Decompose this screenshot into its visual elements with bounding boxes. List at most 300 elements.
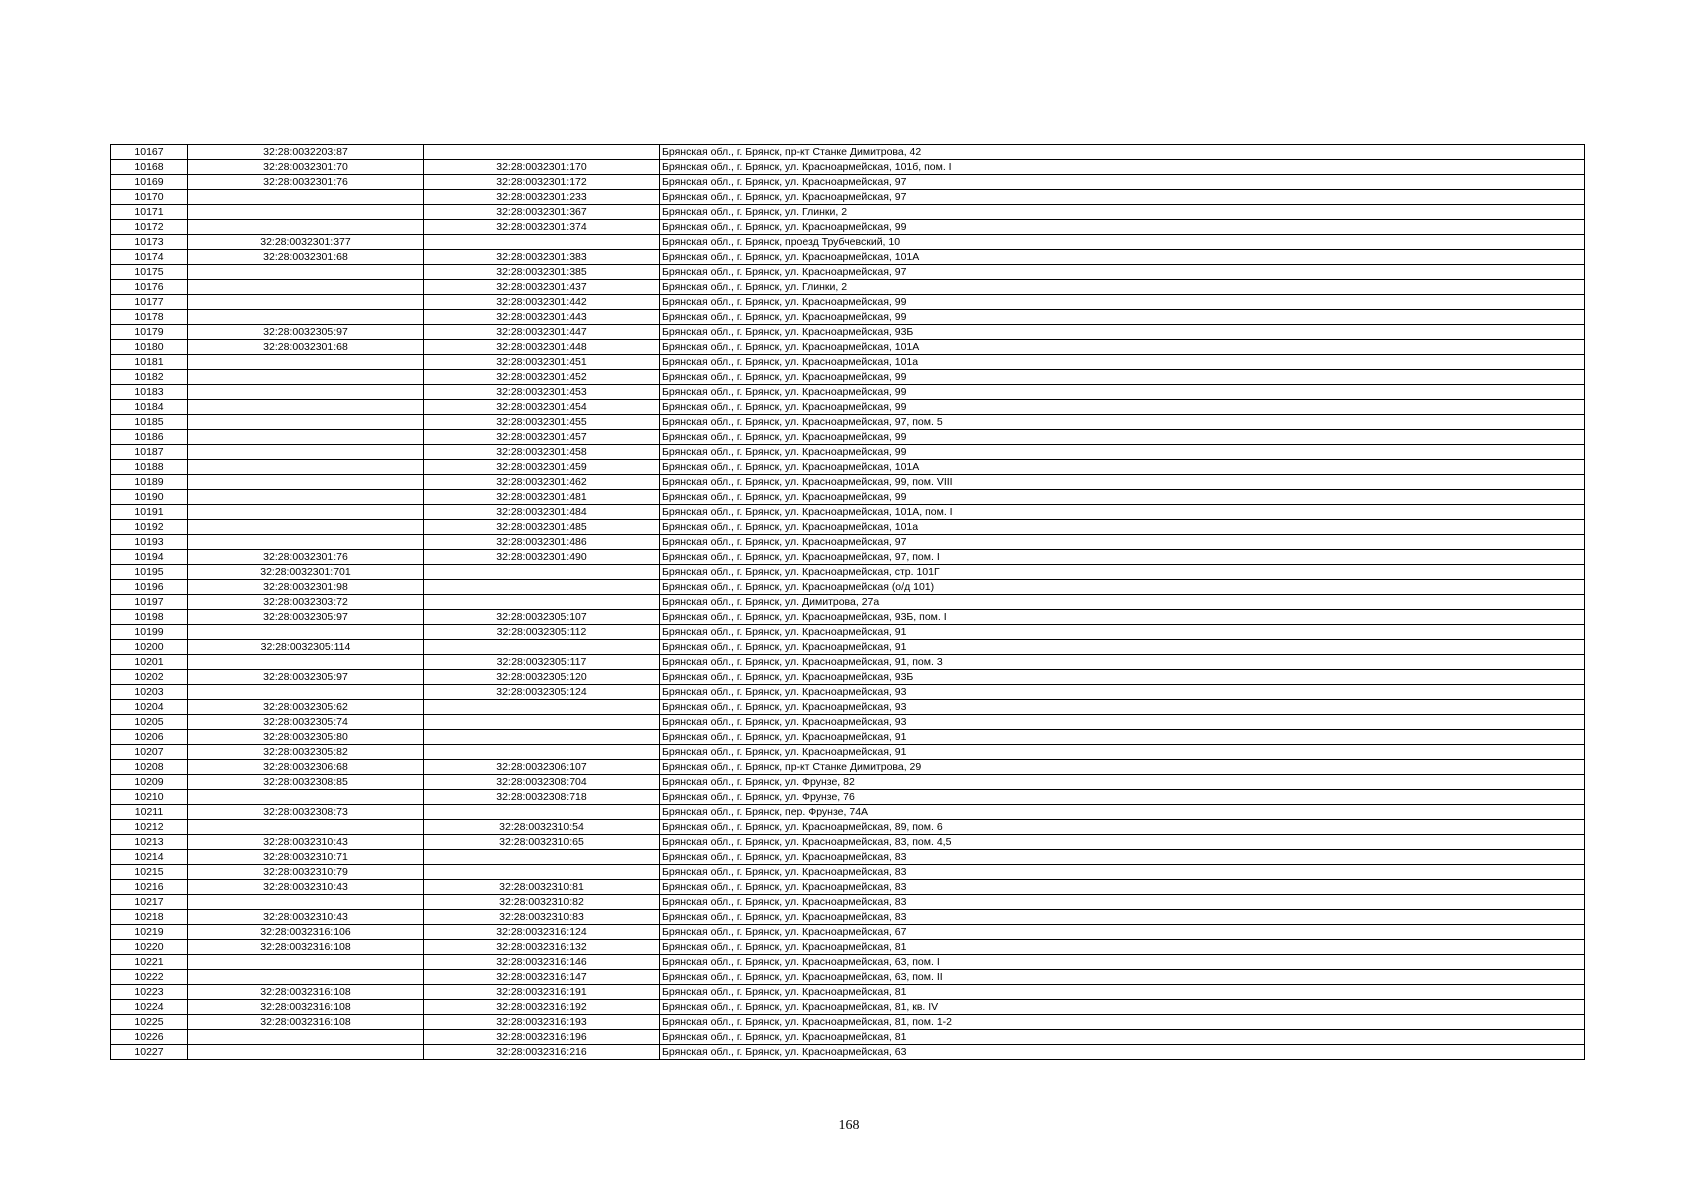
table-row	[111, 985, 1585, 1000]
object-cadastral-number-cell	[424, 640, 660, 655]
table-row	[111, 925, 1585, 940]
table-row	[111, 190, 1585, 205]
row-number-cell: 10181	[111, 355, 188, 370]
address-cell: Брянская обл., г. Брянск, ул. Красноармейская, 81	[660, 1030, 1585, 1045]
address-cell: Брянская обл., г. Брянск, ул. Красноармейская, 81	[660, 985, 1585, 1000]
cadastral-number-cell: 32:28:0032301:76	[188, 175, 424, 190]
cadastral-number-cell: 32:28:0032301:98	[188, 580, 424, 595]
cadastral-number-cell	[188, 790, 424, 805]
table-row	[111, 520, 1585, 535]
object-cadastral-number-cell: 32:28:0032316:132	[424, 940, 660, 955]
address-cell: Брянская обл., г. Брянск, ул. Димитрова, 27а	[660, 595, 1585, 610]
object-cadastral-number-cell	[424, 745, 660, 760]
address-cell: Брянская обл., г. Брянск, ул. Красноармейская, 83	[660, 880, 1585, 895]
cadastral-number-cell	[188, 280, 424, 295]
object-cadastral-number-cell: 32:28:0032316:124	[424, 925, 660, 940]
row-number-cell: 10177	[111, 295, 188, 310]
address-cell: Брянская обл., г. Брянск, ул. Красноармейская, 99	[660, 490, 1585, 505]
cadastral-number-cell: 32:28:0032203:87	[188, 145, 424, 160]
table-row	[111, 640, 1585, 655]
cadastral-number-cell: 32:28:0032303:72	[188, 595, 424, 610]
table-row	[111, 565, 1585, 580]
row-number-cell: 10225	[111, 1015, 188, 1030]
object-cadastral-number-cell: 32:28:0032301:452	[424, 370, 660, 385]
row-number-cell: 10200	[111, 640, 188, 655]
object-cadastral-number-cell: 32:28:0032310:83	[424, 910, 660, 925]
cadastral-number-cell: 32:28:0032305:80	[188, 730, 424, 745]
address-cell: Брянская обл., г. Брянск, ул. Фрунзе, 76	[660, 790, 1585, 805]
object-cadastral-number-cell: 32:28:0032301:447	[424, 325, 660, 340]
table-row	[111, 535, 1585, 550]
address-cell: Брянская обл., г. Брянск, ул. Красноармейская, 89, пом. 6	[660, 820, 1585, 835]
address-cell: Брянская обл., г. Брянск, ул. Красноармейская, 83	[660, 910, 1585, 925]
cadastral-number-cell	[188, 295, 424, 310]
table-row	[111, 610, 1585, 625]
cadastral-number-cell	[188, 370, 424, 385]
row-number-cell: 10203	[111, 685, 188, 700]
row-number-cell: 10171	[111, 205, 188, 220]
table-row	[111, 400, 1585, 415]
object-cadastral-number-cell: 32:28:0032301:172	[424, 175, 660, 190]
row-number-cell: 10191	[111, 505, 188, 520]
table-row	[111, 1030, 1585, 1045]
table-row	[111, 505, 1585, 520]
table-row	[111, 1045, 1585, 1060]
row-number-cell: 10222	[111, 970, 188, 985]
row-number-cell: 10211	[111, 805, 188, 820]
table-row	[111, 655, 1585, 670]
object-cadastral-number-cell: 32:28:0032301:170	[424, 160, 660, 175]
address-cell: Брянская обл., г. Брянск, ул. Красноармейская, 101А	[660, 460, 1585, 475]
object-cadastral-number-cell: 32:28:0032301:451	[424, 355, 660, 370]
table-row	[111, 835, 1585, 850]
object-cadastral-number-cell: 32:28:0032301:453	[424, 385, 660, 400]
object-cadastral-number-cell: 32:28:0032301:454	[424, 400, 660, 415]
address-cell: Брянская обл., г. Брянск, ул. Красноармейская, 67	[660, 925, 1585, 940]
cadastral-number-cell: 32:28:0032308:73	[188, 805, 424, 820]
cadastral-number-cell	[188, 685, 424, 700]
cadastral-number-cell: 32:28:0032305:114	[188, 640, 424, 655]
row-number-cell: 10217	[111, 895, 188, 910]
row-number-cell: 10202	[111, 670, 188, 685]
row-number-cell: 10170	[111, 190, 188, 205]
address-cell: Брянская обл., г. Брянск, ул. Красноармейская, 101а	[660, 355, 1585, 370]
cadastral-number-cell: 32:28:0032310:79	[188, 865, 424, 880]
address-cell: Брянская обл., г. Брянск, ул. Глинки, 2	[660, 280, 1585, 295]
object-cadastral-number-cell	[424, 850, 660, 865]
row-number-cell: 10224	[111, 1000, 188, 1015]
cadastral-number-cell	[188, 205, 424, 220]
object-cadastral-number-cell: 32:28:0032301:458	[424, 445, 660, 460]
address-cell: Брянская обл., г. Брянск, ул. Красноармейская, 99	[660, 400, 1585, 415]
row-number-cell: 10196	[111, 580, 188, 595]
address-cell: Брянская обл., г. Брянск, ул. Красноармейская, 99	[660, 430, 1585, 445]
address-cell: Брянская обл., г. Брянск, ул. Красноармейская, 93	[660, 700, 1585, 715]
address-cell: Брянская обл., г. Брянск, ул. Красноармейская, 99	[660, 385, 1585, 400]
cadastral-number-cell	[188, 385, 424, 400]
cadastral-number-cell	[188, 535, 424, 550]
cadastral-number-cell	[188, 415, 424, 430]
row-number-cell: 10198	[111, 610, 188, 625]
object-cadastral-number-cell: 32:28:0032305:107	[424, 610, 660, 625]
cadastral-number-cell	[188, 475, 424, 490]
address-cell: Брянская обл., г. Брянск, ул. Красноармейская, 101А	[660, 250, 1585, 265]
table-row	[111, 685, 1585, 700]
row-number-cell: 10215	[111, 865, 188, 880]
cadastral-number-cell: 32:28:0032305:82	[188, 745, 424, 760]
cadastral-number-cell	[188, 520, 424, 535]
object-cadastral-number-cell: 32:28:0032301:484	[424, 505, 660, 520]
table-row	[111, 280, 1585, 295]
cadastral-number-cell	[188, 400, 424, 415]
object-cadastral-number-cell: 32:28:0032301:459	[424, 460, 660, 475]
address-cell: Брянская обл., г. Брянск, ул. Красноармейская, 101б, пом. I	[660, 160, 1585, 175]
table-row	[111, 460, 1585, 475]
address-cell: Брянская обл., г. Брянск, ул. Красноармейская, 81, кв. IV	[660, 1000, 1585, 1015]
address-cell: Брянская обл., г. Брянск, ул. Красноармейская, 93Б	[660, 670, 1585, 685]
address-cell: Брянская обл., г. Брянск, ул. Красноармейская, 101а	[660, 520, 1585, 535]
address-cell: Брянская обл., г. Брянск, ул. Красноармейская, 91, пом. 3	[660, 655, 1585, 670]
object-cadastral-number-cell	[424, 715, 660, 730]
table-row	[111, 355, 1585, 370]
row-number-cell: 10218	[111, 910, 188, 925]
row-number-cell: 10220	[111, 940, 188, 955]
object-cadastral-number-cell: 32:28:0032301:385	[424, 265, 660, 280]
cadastral-number-cell: 32:28:0032316:106	[188, 925, 424, 940]
cadastral-number-cell: 32:28:0032316:108	[188, 1015, 424, 1030]
object-cadastral-number-cell: 32:28:0032316:147	[424, 970, 660, 985]
row-number-cell: 10168	[111, 160, 188, 175]
object-cadastral-number-cell: 32:28:0032301:374	[424, 220, 660, 235]
object-cadastral-number-cell: 32:28:0032301:383	[424, 250, 660, 265]
cadastral-number-cell	[188, 445, 424, 460]
table-row	[111, 220, 1585, 235]
table-row	[111, 940, 1585, 955]
table-row	[111, 850, 1585, 865]
cadastral-number-cell: 32:28:0032305:97	[188, 325, 424, 340]
cadastral-number-cell	[188, 265, 424, 280]
cadastral-number-cell	[188, 955, 424, 970]
object-cadastral-number-cell: 32:28:0032305:112	[424, 625, 660, 640]
object-cadastral-number-cell: 32:28:0032305:117	[424, 655, 660, 670]
table-row	[111, 175, 1585, 190]
row-number-cell: 10190	[111, 490, 188, 505]
row-number-cell: 10180	[111, 340, 188, 355]
table-row	[111, 265, 1585, 280]
row-number-cell: 10223	[111, 985, 188, 1000]
object-cadastral-number-cell: 32:28:0032301:367	[424, 205, 660, 220]
object-cadastral-number-cell: 32:28:0032301:457	[424, 430, 660, 445]
cadastral-number-cell: 32:28:0032310:71	[188, 850, 424, 865]
address-cell: Брянская обл., г. Брянск, ул. Красноармейская, 97	[660, 190, 1585, 205]
object-cadastral-number-cell: 32:28:0032301:462	[424, 475, 660, 490]
address-cell: Брянская обл., г. Брянск, ул. Красноармейская, 63, пом. II	[660, 970, 1585, 985]
row-number-cell: 10185	[111, 415, 188, 430]
table-row	[111, 340, 1585, 355]
object-cadastral-number-cell	[424, 730, 660, 745]
object-cadastral-number-cell: 32:28:0032301:485	[424, 520, 660, 535]
cadastral-number-cell	[188, 355, 424, 370]
object-cadastral-number-cell: 32:28:0032316:191	[424, 985, 660, 1000]
object-cadastral-number-cell: 32:28:0032316:193	[424, 1015, 660, 1030]
table-row	[111, 970, 1585, 985]
object-cadastral-number-cell: 32:28:0032308:704	[424, 775, 660, 790]
table-row	[111, 295, 1585, 310]
table-row	[111, 235, 1585, 250]
address-cell: Брянская обл., г. Брянск, ул. Красноармейская, 83, пом. 4,5	[660, 835, 1585, 850]
address-cell: Брянская обл., г. Брянск, ул. Красноармейская, 99, пом. VIII	[660, 475, 1585, 490]
row-number-cell: 10205	[111, 715, 188, 730]
cadastral-number-cell: 32:28:0032301:68	[188, 340, 424, 355]
table-row	[111, 730, 1585, 745]
object-cadastral-number-cell: 32:28:0032301:448	[424, 340, 660, 355]
table-row	[111, 625, 1585, 640]
cadastral-number-cell: 32:28:0032301:701	[188, 565, 424, 580]
cadastral-number-cell: 32:28:0032301:76	[188, 550, 424, 565]
object-cadastral-number-cell: 32:28:0032305:120	[424, 670, 660, 685]
table-row	[111, 880, 1585, 895]
object-cadastral-number-cell	[424, 700, 660, 715]
address-cell: Брянская обл., г. Брянск, ул. Красноармейская, 99	[660, 370, 1585, 385]
row-number-cell: 10182	[111, 370, 188, 385]
row-number-cell: 10186	[111, 430, 188, 445]
object-cadastral-number-cell: 32:28:0032305:124	[424, 685, 660, 700]
object-cadastral-number-cell: 32:28:0032301:486	[424, 535, 660, 550]
row-number-cell: 10193	[111, 535, 188, 550]
object-cadastral-number-cell: 32:28:0032301:481	[424, 490, 660, 505]
address-cell: Брянская обл., г. Брянск, ул. Красноармейская, 91	[660, 640, 1585, 655]
table-row	[111, 580, 1585, 595]
table-row	[111, 670, 1585, 685]
table-row	[111, 490, 1585, 505]
table-row	[111, 310, 1585, 325]
table-row	[111, 910, 1585, 925]
object-cadastral-number-cell: 32:28:0032310:81	[424, 880, 660, 895]
address-cell: Брянская обл., г. Брянск, ул. Красноармейская, 101А, пом. I	[660, 505, 1585, 520]
object-cadastral-number-cell: 32:28:0032306:107	[424, 760, 660, 775]
object-cadastral-number-cell: 32:28:0032316:192	[424, 1000, 660, 1015]
row-number-cell: 10167	[111, 145, 188, 160]
row-number-cell: 10227	[111, 1045, 188, 1060]
table-row	[111, 430, 1585, 445]
cadastral-number-cell	[188, 190, 424, 205]
address-cell: Брянская обл., г. Брянск, ул. Красноармейская, 97, пом. 5	[660, 415, 1585, 430]
address-cell: Брянская обл., г. Брянск, ул. Красноармейская, 99	[660, 295, 1585, 310]
address-cell: Брянская обл., г. Брянск, ул. Фрунзе, 82	[660, 775, 1585, 790]
table-row	[111, 790, 1585, 805]
address-cell: Брянская обл., г. Брянск, ул. Красноармейская, 97	[660, 535, 1585, 550]
row-number-cell: 10212	[111, 820, 188, 835]
row-number-cell: 10184	[111, 400, 188, 415]
cadastral-number-cell: 32:28:0032305:74	[188, 715, 424, 730]
address-cell: Брянская обл., г. Брянск, ул. Красноармейская, 81	[660, 940, 1585, 955]
address-cell: Брянская обл., г. Брянск, ул. Красноармейская (о/д 101)	[660, 580, 1585, 595]
row-number-cell: 10221	[111, 955, 188, 970]
address-cell: Брянская обл., г. Брянск, ул. Красноармейская, 83	[660, 895, 1585, 910]
object-cadastral-number-cell: 32:28:0032301:455	[424, 415, 660, 430]
table-row	[111, 475, 1585, 490]
object-cadastral-number-cell: 32:28:0032308:718	[424, 790, 660, 805]
address-cell: Брянская обл., г. Брянск, ул. Красноармейская, 93	[660, 715, 1585, 730]
address-cell: Брянская обл., г. Брянск, ул. Красноармейская, 97	[660, 175, 1585, 190]
object-cadastral-number-cell	[424, 235, 660, 250]
row-number-cell: 10214	[111, 850, 188, 865]
address-cell: Брянская обл., г. Брянск, ул. Красноармейская, 99	[660, 310, 1585, 325]
table-row	[111, 415, 1585, 430]
object-cadastral-number-cell: 32:28:0032301:490	[424, 550, 660, 565]
cadastral-number-cell: 32:28:0032316:108	[188, 985, 424, 1000]
table-row	[111, 385, 1585, 400]
table-row	[111, 865, 1585, 880]
address-cell: Брянская обл., г. Брянск, ул. Красноармейская, 63	[660, 1045, 1585, 1060]
row-number-cell: 10194	[111, 550, 188, 565]
row-number-cell: 10172	[111, 220, 188, 235]
address-cell: Брянская обл., г. Брянск, ул. Красноармейская, 93Б, пом. I	[660, 610, 1585, 625]
row-number-cell: 10183	[111, 385, 188, 400]
cadastral-number-cell	[188, 1030, 424, 1045]
object-cadastral-number-cell: 32:28:0032310:82	[424, 895, 660, 910]
object-cadastral-number-cell: 32:28:0032310:54	[424, 820, 660, 835]
table-row	[111, 700, 1585, 715]
address-cell: Брянская обл., г. Брянск, ул. Красноармейская, 91	[660, 730, 1585, 745]
table-row	[111, 895, 1585, 910]
address-cell: Брянская обл., г. Брянск, ул. Красноармейская, 93Б	[660, 325, 1585, 340]
address-cell: Брянская обл., г. Брянск, проезд Трубчевский, 10	[660, 235, 1585, 250]
address-cell: Брянская обл., г. Брянск, ул. Красноармейская, 83	[660, 865, 1585, 880]
address-cell: Брянская обл., г. Брянск, ул. Красноармейская, 97, пом. I	[660, 550, 1585, 565]
row-number-cell: 10206	[111, 730, 188, 745]
cadastral-number-cell	[188, 1045, 424, 1060]
row-number-cell: 10208	[111, 760, 188, 775]
cadastral-number-cell: 32:28:0032305:97	[188, 610, 424, 625]
cadastral-number-cell	[188, 430, 424, 445]
table-row	[111, 1000, 1585, 1015]
row-number-cell: 10204	[111, 700, 188, 715]
object-cadastral-number-cell: 32:28:0032316:146	[424, 955, 660, 970]
row-number-cell: 10207	[111, 745, 188, 760]
row-number-cell: 10169	[111, 175, 188, 190]
row-number-cell: 10192	[111, 520, 188, 535]
object-cadastral-number-cell: 32:28:0032310:65	[424, 835, 660, 850]
object-cadastral-number-cell	[424, 865, 660, 880]
address-cell: Брянская обл., г. Брянск, ул. Красноармейская, 81, пом. 1-2	[660, 1015, 1585, 1030]
address-cell: Брянская обл., г. Брянск, пр-кт Станке Димитрова, 29	[660, 760, 1585, 775]
table-row	[111, 250, 1585, 265]
address-cell: Брянская обл., г. Брянск, ул. Красноармейская, 91	[660, 745, 1585, 760]
cadastral-number-cell: 32:28:0032301:68	[188, 250, 424, 265]
row-number-cell: 10173	[111, 235, 188, 250]
address-cell: Брянская обл., г. Брянск, ул. Красноармейская, 101А	[660, 340, 1585, 355]
address-cell: Брянская обл., г. Брянск, ул. Красноармейская, 91	[660, 625, 1585, 640]
address-cell: Брянская обл., г. Брянск, ул. Красноармейская, 63, пом. I	[660, 955, 1585, 970]
row-number-cell: 10195	[111, 565, 188, 580]
object-cadastral-number-cell	[424, 565, 660, 580]
address-cell: Брянская обл., г. Брянск, ул. Красноармейская, 83	[660, 850, 1585, 865]
cadastral-number-cell	[188, 970, 424, 985]
object-cadastral-number-cell	[424, 595, 660, 610]
cadastral-number-cell: 32:28:0032316:108	[188, 940, 424, 955]
table-row	[111, 445, 1585, 460]
object-cadastral-number-cell: 32:28:0032316:196	[424, 1030, 660, 1045]
cadastral-number-cell	[188, 460, 424, 475]
register-table-body	[111, 145, 1585, 1060]
table-row	[111, 550, 1585, 565]
cadastral-number-cell: 32:28:0032301:377	[188, 235, 424, 250]
table-row	[111, 1015, 1585, 1030]
row-number-cell: 10213	[111, 835, 188, 850]
cadastral-number-cell	[188, 505, 424, 520]
cadastral-number-cell: 32:28:0032305:62	[188, 700, 424, 715]
cadastral-number-cell: 32:28:0032306:68	[188, 760, 424, 775]
cadastral-number-cell	[188, 490, 424, 505]
address-cell: Брянская обл., г. Брянск, ул. Красноармейская, 97	[660, 265, 1585, 280]
address-cell: Брянская обл., г. Брянск, ул. Глинки, 2	[660, 205, 1585, 220]
table-row	[111, 595, 1585, 610]
row-number-cell: 10175	[111, 265, 188, 280]
table-row	[111, 775, 1585, 790]
object-cadastral-number-cell	[424, 580, 660, 595]
address-cell: Брянская обл., г. Брянск, ул. Красноармейская, 93	[660, 685, 1585, 700]
cadastral-number-cell: 32:28:0032310:43	[188, 835, 424, 850]
cadastral-number-cell: 32:28:0032301:70	[188, 160, 424, 175]
table-row	[111, 820, 1585, 835]
table-row	[111, 145, 1585, 160]
address-cell: Брянская обл., г. Брянск, пр-кт Станке Димитрова, 42	[660, 145, 1585, 160]
cadastral-number-cell	[188, 625, 424, 640]
row-number-cell: 10189	[111, 475, 188, 490]
table-row	[111, 760, 1585, 775]
table-row	[111, 370, 1585, 385]
table-row	[111, 805, 1585, 820]
table-row	[111, 205, 1585, 220]
page-number: 168	[838, 1118, 860, 1133]
row-number-cell: 10174	[111, 250, 188, 265]
cadastral-number-cell: 32:28:0032316:108	[188, 1000, 424, 1015]
address-cell: Брянская обл., г. Брянск, ул. Красноармейская, 99	[660, 220, 1585, 235]
row-number-cell: 10188	[111, 460, 188, 475]
row-number-cell: 10197	[111, 595, 188, 610]
row-number-cell: 10176	[111, 280, 188, 295]
row-number-cell: 10209	[111, 775, 188, 790]
row-number-cell: 10210	[111, 790, 188, 805]
object-cadastral-number-cell: 32:28:0032301:442	[424, 295, 660, 310]
table-row	[111, 955, 1585, 970]
table-row	[111, 160, 1585, 175]
object-cadastral-number-cell: 32:28:0032301:233	[424, 190, 660, 205]
cadastral-number-cell	[188, 310, 424, 325]
object-cadastral-number-cell: 32:28:0032301:437	[424, 280, 660, 295]
object-cadastral-number-cell	[424, 805, 660, 820]
address-cell: Брянская обл., г. Брянск, ул. Красноармейская, 99	[660, 445, 1585, 460]
row-number-cell: 10179	[111, 325, 188, 340]
cadastral-number-cell: 32:28:0032310:43	[188, 880, 424, 895]
cadastral-number-cell	[188, 820, 424, 835]
address-cell: Брянская обл., г. Брянск, ул. Красноармейская, стр. 101Г	[660, 565, 1585, 580]
row-number-cell: 10201	[111, 655, 188, 670]
cadastral-number-cell: 32:28:0032308:85	[188, 775, 424, 790]
table-row	[111, 745, 1585, 760]
cadastral-number-cell: 32:28:0032310:43	[188, 910, 424, 925]
object-cadastral-number-cell: 32:28:0032316:216	[424, 1045, 660, 1060]
row-number-cell: 10199	[111, 625, 188, 640]
row-number-cell: 10178	[111, 310, 188, 325]
cadastral-number-cell	[188, 655, 424, 670]
table-row	[111, 325, 1585, 340]
address-cell: Брянская обл., г. Брянск, пер. Фрунзе, 74А	[660, 805, 1585, 820]
row-number-cell: 10216	[111, 880, 188, 895]
object-cadastral-number-cell	[424, 145, 660, 160]
table-row	[111, 715, 1585, 730]
